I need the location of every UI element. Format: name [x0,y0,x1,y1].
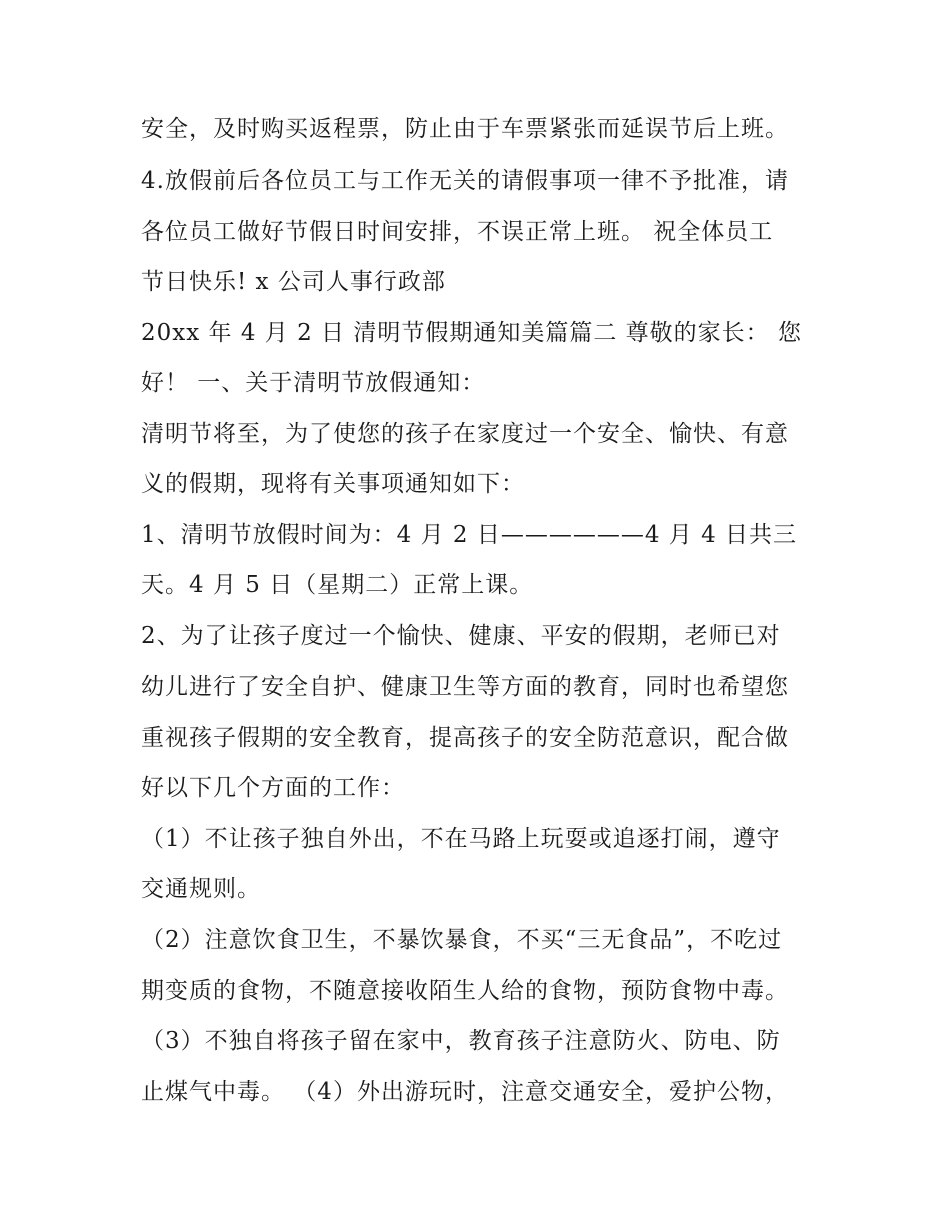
text-line: 好以下几个方面的工作： [141,775,405,801]
text-line: 安全，及时购买返程票，防止由于车票紧张而延误节后上班。 [141,116,789,142]
text-line: 4.放假前后各位员工与工作无关的请假事项一律不予批准，请 [141,168,789,194]
text-line: 20xx 年 4 月 2 日 清明节假期通知美篇篇二 尊敬的家长： 您 [141,320,802,346]
text-line: （3）不独自将孩子留在家中，教育孩子注意防火、防电、防 [141,1028,781,1054]
text-line: 1、清明节放假时间为：4 月 2 日——————4 月 4 日共三 [141,522,798,548]
text-line: 幼儿进行了安全自护、健康卫生等方面的教育，同时也希望您 [141,674,789,700]
text-line: （1）不让孩子独自外出，不在马路上玩耍或追逐打闹，遵守 [141,826,781,852]
text-line: 期变质的食物，不随意接收陌生人给的食物，预防食物中毒。 [141,978,789,1004]
text-line: 义的假期，现将有关事项通知如下： [141,471,525,497]
text-line: 交通规则。 [141,876,261,902]
text-line: 天。4 月 5 日（星期二）正常上课。 [141,572,534,598]
text-line: 各位员工做好节假日时间安排，不误正常上班。 祝全体员工 [141,219,774,245]
text-line: 2、为了让孩子度过一个愉快、健康、平安的假期，老师已对 [141,623,781,649]
text-line: 止煤气中毒。 （4）外出游玩时，注意交通安全，爱护公物， [141,1079,789,1105]
text-line: 节日快乐! x 公司人事行政部 [141,269,446,295]
text-line: 重视孩子假期的安全教育，提高孩子的安全防范意识，配合做 [141,725,789,751]
text-line: 好！ 一、关于清明节放假通知： [141,370,486,396]
text-line: 清明节将至，为了使您的孩子在家度过一个安全、愉快、有意 [141,421,789,447]
text-line: （2）注意饮食卫生，不暴饮暴食，不买“三无食品”，不吃过 [141,927,783,953]
